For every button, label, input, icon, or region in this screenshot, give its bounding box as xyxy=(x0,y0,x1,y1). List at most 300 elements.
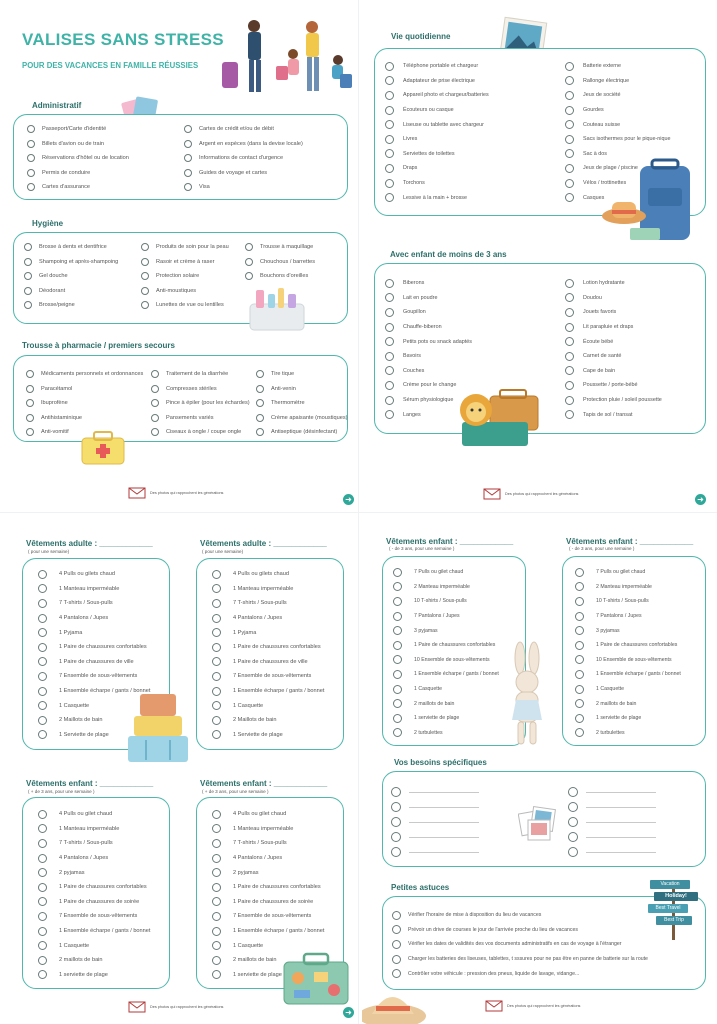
checklist-item[interactable]: Protection solaire xyxy=(141,269,229,284)
checklist-item[interactable]: 1 Ensemble écharpe / gants / bonnet xyxy=(212,924,324,939)
checkbox[interactable] xyxy=(256,399,264,407)
checklist-item[interactable]: Goupillon xyxy=(385,305,472,320)
checkbox[interactable] xyxy=(565,337,574,346)
checklist-item[interactable]: 1 Paire de chaussures confortables xyxy=(575,638,681,653)
checkbox[interactable] xyxy=(212,657,221,666)
checklist-item[interactable]: Traitement de la diarrhée xyxy=(151,367,250,382)
checklist-item[interactable]: 1 Pyjama xyxy=(38,625,150,640)
checklist-item[interactable]: Shampoing et après-shampoing xyxy=(24,255,118,270)
checklist-item[interactable]: Argent en espèces (dans la devise locale) xyxy=(184,137,303,152)
checklist-item[interactable]: Petits pots ou snack adaptés xyxy=(385,334,472,349)
checkbox[interactable] xyxy=(565,149,574,158)
checklist-item[interactable]: Torchons xyxy=(385,176,489,191)
checkbox[interactable] xyxy=(385,179,394,188)
checklist-item[interactable]: Médicaments personnels et ordonnances xyxy=(26,367,143,382)
checklist-item[interactable]: 1 Paire de chaussures confortables xyxy=(212,640,324,655)
checklist-item[interactable]: 2 maillots de bain xyxy=(38,953,150,968)
checklist-item[interactable]: 10 T-shirts / Sous-pulls xyxy=(393,594,499,609)
checklist-item[interactable]: Cartes de crédit et/ou de débit xyxy=(184,122,303,137)
checkbox[interactable] xyxy=(212,854,221,863)
write-in-line[interactable] xyxy=(409,836,479,838)
checkbox[interactable] xyxy=(212,701,221,710)
checkbox[interactable] xyxy=(568,787,578,797)
checklist-item[interactable]: 7 Pulls ou gilet chaud xyxy=(575,565,681,580)
checkbox[interactable] xyxy=(26,399,34,407)
checklist-item[interactable]: Cartes d'assurance xyxy=(27,180,129,195)
checkbox[interactable] xyxy=(565,91,574,100)
checklist-item[interactable]: 1 Paire de chaussures de soirée xyxy=(38,895,150,910)
blank-checklist-item[interactable] xyxy=(568,799,656,814)
checkbox[interactable] xyxy=(575,626,584,635)
checkbox[interactable] xyxy=(141,301,149,309)
checkbox[interactable] xyxy=(141,243,149,251)
checkbox[interactable] xyxy=(212,883,221,892)
checkbox[interactable] xyxy=(38,701,47,710)
checklist-item[interactable]: 7 T-shirts / Sous-pulls xyxy=(38,596,150,611)
checkbox[interactable] xyxy=(212,716,221,725)
checkbox[interactable] xyxy=(391,847,401,857)
checkbox[interactable] xyxy=(385,366,394,375)
checkbox[interactable] xyxy=(391,787,401,797)
checkbox[interactable] xyxy=(565,135,574,144)
checkbox[interactable] xyxy=(212,643,221,652)
checklist-item[interactable]: 1 Casquette xyxy=(212,938,324,953)
checkbox[interactable] xyxy=(212,730,221,739)
checkbox[interactable] xyxy=(212,927,221,936)
checkbox[interactable] xyxy=(565,323,574,332)
checkbox[interactable] xyxy=(245,272,253,280)
checklist-item[interactable]: 1 Serviette de plage xyxy=(212,728,324,743)
checkbox[interactable] xyxy=(565,76,574,85)
checkbox[interactable] xyxy=(184,183,192,191)
checkbox[interactable] xyxy=(568,832,578,842)
checkbox[interactable] xyxy=(184,125,192,133)
checkbox[interactable] xyxy=(575,582,584,591)
checkbox[interactable] xyxy=(24,272,32,280)
checkbox[interactable] xyxy=(565,293,574,302)
checklist-item[interactable]: 2 pyjamas xyxy=(38,865,150,880)
checklist-item[interactable]: 1 Paire de chaussures de ville xyxy=(212,655,324,670)
checklist-item[interactable]: Gourdes xyxy=(565,103,671,118)
checkbox[interactable] xyxy=(385,323,394,332)
checklist-item[interactable]: 7 Pulls ou gilet chaud xyxy=(393,565,499,580)
checklist-item[interactable]: Anti-vomitif xyxy=(26,425,143,440)
checklist-item[interactable]: Jeux de plage / piscine xyxy=(565,161,671,176)
checkbox[interactable] xyxy=(38,883,47,892)
checklist-item[interactable]: Antiseptique (désinfectant) xyxy=(256,425,347,440)
checklist-item[interactable]: Charger les batteries des liseuses, tablettes, t sssures pour ne pas être en panne de batterie sur la route xyxy=(392,952,648,967)
checkbox[interactable] xyxy=(212,672,221,681)
checklist-item[interactable]: Lait en poudre xyxy=(385,291,472,306)
checkbox[interactable] xyxy=(184,140,192,148)
checkbox[interactable] xyxy=(393,612,402,621)
checkbox[interactable] xyxy=(565,366,574,375)
checkbox[interactable] xyxy=(565,179,574,188)
checklist-item[interactable]: 1 Casquette xyxy=(38,698,150,713)
checklist-item[interactable]: 3 pyjamas xyxy=(575,623,681,638)
checklist-item[interactable]: Billets d'avion ou de train xyxy=(27,137,129,152)
checkbox[interactable] xyxy=(24,301,32,309)
checkbox[interactable] xyxy=(385,279,394,288)
checkbox[interactable] xyxy=(575,655,584,664)
blank-checklist-item[interactable] xyxy=(568,844,656,859)
checklist-item[interactable]: 4 Pulls ou gilets chaud xyxy=(38,567,150,582)
checkbox[interactable] xyxy=(26,370,34,378)
checkbox[interactable] xyxy=(392,911,401,920)
checkbox[interactable] xyxy=(184,154,192,162)
checklist-item[interactable]: Téléphone portable et chargeur xyxy=(385,59,489,74)
checklist-item[interactable]: Trousse à maquillage xyxy=(245,240,315,255)
checkbox[interactable] xyxy=(568,802,578,812)
checkbox[interactable] xyxy=(212,570,221,579)
checkbox[interactable] xyxy=(212,584,221,593)
checkbox[interactable] xyxy=(184,169,192,177)
checklist-item[interactable]: 4 Pulls ou gilets chaud xyxy=(212,567,324,582)
checklist-item[interactable]: Couteau suisse xyxy=(565,117,671,132)
checkbox[interactable] xyxy=(212,956,221,965)
checklist-item[interactable]: Crème pour le change xyxy=(385,378,472,393)
checkbox[interactable] xyxy=(392,925,401,934)
checklist-item[interactable]: 2 pyjamas xyxy=(212,865,324,880)
checkbox[interactable] xyxy=(385,352,394,361)
checklist-item[interactable]: 7 T-shirts / Sous-pulls xyxy=(212,836,324,851)
next-page-arrow-icon[interactable]: ➜ xyxy=(343,1007,354,1018)
checklist-item[interactable]: 4 Pantalons / Jupes xyxy=(212,851,324,866)
next-page-arrow-icon[interactable]: ➜ xyxy=(695,494,706,505)
checklist-item[interactable]: 1 Ensemble écharpe / gants / bonnet xyxy=(212,684,324,699)
checklist-item[interactable]: Doudou xyxy=(565,291,662,306)
checkbox[interactable] xyxy=(393,626,402,635)
checkbox[interactable] xyxy=(212,970,221,979)
checkbox[interactable] xyxy=(38,854,47,863)
checkbox[interactable] xyxy=(575,597,584,606)
checklist-item[interactable]: 1 Manteau imperméable xyxy=(38,822,150,837)
checklist-item[interactable]: Lunettes de vue ou lentilles xyxy=(141,298,229,313)
checklist-item[interactable]: Vérifier les dates de validités des vos documents administratifs en cas de voyage à l'étranger xyxy=(392,937,648,952)
checklist-item[interactable]: 1 Manteau imperméable xyxy=(212,582,324,597)
checkbox[interactable] xyxy=(38,730,47,739)
checklist-item[interactable]: 4 Pantalons / Jupes xyxy=(38,851,150,866)
checklist-item[interactable]: 1 Paire de chaussures de ville xyxy=(38,655,150,670)
checkbox[interactable] xyxy=(212,810,221,819)
checkbox[interactable] xyxy=(565,396,574,405)
checkbox[interactable] xyxy=(385,381,394,390)
checklist-item[interactable]: Adaptateur de prise électrique xyxy=(385,74,489,89)
checkbox[interactable] xyxy=(38,824,47,833)
checklist-item[interactable]: 10 Ensemble de sous-vêtements xyxy=(575,653,681,668)
write-in-line[interactable] xyxy=(586,806,656,808)
checkbox[interactable] xyxy=(575,685,584,694)
checklist-item[interactable]: 7 Ensemble de sous-vêtements xyxy=(38,909,150,924)
checklist-item[interactable]: 1 Casquette xyxy=(575,682,681,697)
blank-checklist-item[interactable] xyxy=(568,814,656,829)
checkbox[interactable] xyxy=(385,76,394,85)
checklist-item[interactable]: Liseuse ou tablette avec chargeur xyxy=(385,117,489,132)
checkbox[interactable] xyxy=(38,628,47,637)
checklist-item[interactable]: Appareil photo et chargeur/batteries xyxy=(385,88,489,103)
checkbox[interactable] xyxy=(393,655,402,664)
checklist-item[interactable]: Livres xyxy=(385,132,489,147)
checklist-item[interactable]: 7 Ensemble de sous-vêtements xyxy=(212,909,324,924)
blank-checklist-item[interactable] xyxy=(568,784,656,799)
checkbox[interactable] xyxy=(385,106,394,115)
checklist-item[interactable]: 3 pyjamas xyxy=(393,623,499,638)
checkbox[interactable] xyxy=(385,293,394,302)
checkbox[interactable] xyxy=(27,169,35,177)
checklist-item[interactable]: Vérifier l'horaire de mise à disposition du lieu de vacances xyxy=(392,908,648,923)
write-in-line[interactable] xyxy=(586,821,656,823)
checkbox[interactable] xyxy=(26,385,34,393)
checklist-item[interactable]: 7 T-shirts / Sous-pulls xyxy=(38,836,150,851)
checkbox[interactable] xyxy=(212,824,221,833)
checklist-item[interactable]: 2 turbulettes xyxy=(575,726,681,741)
checkbox[interactable] xyxy=(568,847,578,857)
checkbox[interactable] xyxy=(212,687,221,696)
checkbox[interactable] xyxy=(245,243,253,251)
checklist-item[interactable]: Chauffe-biberon xyxy=(385,320,472,335)
checklist-item[interactable]: Lotion hydratante xyxy=(565,276,662,291)
checklist-item[interactable]: Écoute bébé xyxy=(565,334,662,349)
checklist-item[interactable]: 1 Paire de chaussures confortables xyxy=(212,880,324,895)
checklist-item[interactable]: Contrôler votre véhicule : pression des pneus, liquide de lavage, vidange... xyxy=(392,966,648,981)
checkbox[interactable] xyxy=(385,164,394,173)
checkbox[interactable] xyxy=(393,641,402,650)
checklist-item[interactable]: 1 serviette de plage xyxy=(38,968,150,983)
checklist-item[interactable]: Visa xyxy=(184,180,303,195)
checklist-item[interactable]: Rallonge électrique xyxy=(565,74,671,89)
checkbox[interactable] xyxy=(212,868,221,877)
checkbox[interactable] xyxy=(245,258,253,266)
checkbox[interactable] xyxy=(565,352,574,361)
checklist-item[interactable]: 2 maillots de bain xyxy=(393,696,499,711)
checklist-item[interactable]: Paracétamol xyxy=(26,382,143,397)
checkbox[interactable] xyxy=(27,154,35,162)
checklist-item[interactable]: Sérum physiologique xyxy=(385,393,472,408)
checkbox[interactable] xyxy=(385,91,394,100)
checkbox[interactable] xyxy=(24,258,32,266)
checkbox[interactable] xyxy=(38,868,47,877)
checklist-item[interactable]: 2 maillots de bain xyxy=(575,696,681,711)
checkbox[interactable] xyxy=(38,599,47,608)
blank-checklist-item[interactable] xyxy=(568,829,656,844)
checklist-item[interactable]: Anti-moustiques xyxy=(141,284,229,299)
checklist-item[interactable]: 4 Pulls ou gilet chaud xyxy=(212,807,324,822)
checkbox[interactable] xyxy=(391,832,401,842)
checkbox[interactable] xyxy=(27,140,35,148)
checklist-item[interactable]: Gel douche xyxy=(24,269,118,284)
checkbox[interactable] xyxy=(565,106,574,115)
checkbox[interactable] xyxy=(385,193,394,202)
checklist-item[interactable]: Guides de voyage et cartes xyxy=(184,166,303,181)
checkbox[interactable] xyxy=(385,308,394,317)
checkbox[interactable] xyxy=(38,927,47,936)
checklist-item[interactable]: 1 Manteau imperméable xyxy=(38,582,150,597)
checklist-item[interactable]: 1 Paire de chaussures de soirée xyxy=(212,895,324,910)
checkbox[interactable] xyxy=(393,728,402,737)
checklist-item[interactable]: 1 Casquette xyxy=(212,698,324,713)
checklist-item[interactable]: Brosse/peigne xyxy=(24,298,118,313)
checklist-item[interactable]: Lessive à la main + brosse xyxy=(385,190,489,205)
checkbox[interactable] xyxy=(212,599,221,608)
checklist-item[interactable]: Batterie externe xyxy=(565,59,671,74)
checkbox[interactable] xyxy=(38,941,47,950)
checkbox[interactable] xyxy=(391,802,401,812)
checkbox[interactable] xyxy=(27,125,35,133)
checklist-item[interactable]: Jeux de société xyxy=(565,88,671,103)
blank-checklist-item[interactable] xyxy=(391,799,479,814)
checkbox[interactable] xyxy=(38,956,47,965)
checklist-item[interactable]: 4 Pulls ou gilet chaud xyxy=(38,807,150,822)
checkbox[interactable] xyxy=(393,699,402,708)
checkbox[interactable] xyxy=(38,687,47,696)
checklist-item[interactable]: Cape de bain xyxy=(565,364,662,379)
checkbox[interactable] xyxy=(391,817,401,827)
checkbox[interactable] xyxy=(393,685,402,694)
checklist-item[interactable]: Couches xyxy=(385,364,472,379)
checklist-item[interactable]: Thermomètre xyxy=(256,396,347,411)
checklist-item[interactable]: Pansements variés xyxy=(151,411,250,426)
checkbox[interactable] xyxy=(151,414,159,422)
next-page-arrow-icon[interactable]: ➜ xyxy=(343,494,354,505)
checklist-item[interactable]: 1 Ensemble écharpe / gants / bonnet xyxy=(575,667,681,682)
checklist-item[interactable]: 2 Maillots de bain xyxy=(38,713,150,728)
checkbox[interactable] xyxy=(27,183,35,191)
checkbox[interactable] xyxy=(212,614,221,623)
checkbox[interactable] xyxy=(575,714,584,723)
checkbox[interactable] xyxy=(38,643,47,652)
checklist-item[interactable]: Tire tique xyxy=(256,367,347,382)
write-in-line[interactable] xyxy=(409,791,479,793)
checklist-item[interactable]: Bouchons d'oreilles xyxy=(245,269,315,284)
checklist-item[interactable]: 1 serviette de plage xyxy=(212,968,324,983)
checkbox[interactable] xyxy=(385,396,394,405)
checkbox[interactable] xyxy=(385,337,394,346)
checkbox[interactable] xyxy=(38,810,47,819)
checklist-item[interactable]: 10 Ensemble de sous-vêtements xyxy=(393,653,499,668)
checkbox[interactable] xyxy=(565,410,574,419)
checkbox[interactable] xyxy=(151,399,159,407)
checkbox[interactable] xyxy=(38,897,47,906)
checkbox[interactable] xyxy=(568,817,578,827)
checkbox[interactable] xyxy=(256,414,264,422)
blank-checklist-item[interactable] xyxy=(391,814,479,829)
checkbox[interactable] xyxy=(38,716,47,725)
checklist-item[interactable]: 1 Ensemble écharpe / gants / bonnet xyxy=(38,684,150,699)
checkbox[interactable] xyxy=(38,657,47,666)
checkbox[interactable] xyxy=(393,582,402,591)
checkbox[interactable] xyxy=(256,428,264,436)
checklist-item[interactable]: Protection pluie / soleil poussette xyxy=(565,393,662,408)
checklist-item[interactable]: Permis de conduire xyxy=(27,166,129,181)
checkbox[interactable] xyxy=(565,193,574,202)
checkbox[interactable] xyxy=(26,428,34,436)
checkbox[interactable] xyxy=(575,670,584,679)
checklist-item[interactable]: Écouteurs ou casque xyxy=(385,103,489,118)
checkbox[interactable] xyxy=(392,940,401,949)
checkbox[interactable] xyxy=(38,839,47,848)
checklist-item[interactable]: Carnet de santé xyxy=(565,349,662,364)
checkbox[interactable] xyxy=(151,428,159,436)
checkbox[interactable] xyxy=(38,672,47,681)
checklist-item[interactable]: 2 Manteau imperméable xyxy=(393,580,499,595)
checkbox[interactable] xyxy=(565,381,574,390)
checkbox[interactable] xyxy=(565,279,574,288)
checklist-item[interactable]: 2 maillots de bain xyxy=(212,953,324,968)
checklist-item[interactable]: 7 Pantalons / Jupes xyxy=(575,609,681,624)
checkbox[interactable] xyxy=(141,287,149,295)
checkbox[interactable] xyxy=(385,120,394,129)
checkbox[interactable] xyxy=(212,839,221,848)
checkbox[interactable] xyxy=(151,385,159,393)
checklist-item[interactable]: 1 Ensemble écharpe / gants / bonnet xyxy=(393,667,499,682)
checkbox[interactable] xyxy=(385,135,394,144)
checkbox[interactable] xyxy=(393,597,402,606)
checklist-item[interactable]: Sacs isothermes pour le pique-nique xyxy=(565,132,671,147)
checklist-item[interactable]: Informations de contact d'urgence xyxy=(184,151,303,166)
checklist-item[interactable]: 4 Pantalons / Jupes xyxy=(212,611,324,626)
write-in-line[interactable] xyxy=(586,851,656,853)
checklist-item[interactable]: Brosse à dents et dentifrice xyxy=(24,240,118,255)
checkbox[interactable] xyxy=(38,614,47,623)
checklist-item[interactable]: Ibuprofène xyxy=(26,396,143,411)
write-in-line[interactable] xyxy=(586,791,656,793)
checkbox[interactable] xyxy=(24,243,32,251)
checkbox[interactable] xyxy=(212,628,221,637)
checklist-item[interactable]: 7 T-shirts / Sous-pulls xyxy=(212,596,324,611)
checklist-item[interactable]: 1 Serviette de plage xyxy=(38,728,150,743)
checkbox[interactable] xyxy=(141,272,149,280)
write-in-line[interactable] xyxy=(409,821,479,823)
checklist-item[interactable]: Jouets favoris xyxy=(565,305,662,320)
checklist-item[interactable]: 1 Paire de chaussures confortables xyxy=(393,638,499,653)
checkbox[interactable] xyxy=(385,410,394,419)
checkbox[interactable] xyxy=(393,714,402,723)
checklist-item[interactable]: Déodorant xyxy=(24,284,118,299)
checklist-item[interactable]: Compresses stériles xyxy=(151,382,250,397)
blank-checklist-item[interactable] xyxy=(391,844,479,859)
checklist-item[interactable]: 1 serviette de plage xyxy=(575,711,681,726)
blank-checklist-item[interactable] xyxy=(391,784,479,799)
checklist-item[interactable]: 2 turbulettes xyxy=(393,726,499,741)
checklist-item[interactable]: Draps xyxy=(385,161,489,176)
checklist-item[interactable]: 7 Pantalons / Jupes xyxy=(393,609,499,624)
checkbox[interactable] xyxy=(393,568,402,577)
checklist-item[interactable]: Langes xyxy=(385,407,472,422)
checklist-item[interactable]: 10 T-shirts / Sous-pulls xyxy=(575,594,681,609)
checklist-item[interactable]: Prévoir un drive de courses le jour de l'arrivée proche du lieu de vacances xyxy=(392,923,648,938)
checkbox[interactable] xyxy=(24,287,32,295)
checklist-item[interactable]: Produits de soin pour la peau xyxy=(141,240,229,255)
checkbox[interactable] xyxy=(38,570,47,579)
checkbox[interactable] xyxy=(212,897,221,906)
checklist-item[interactable]: Anti-venin xyxy=(256,382,347,397)
checklist-item[interactable]: Pince à épiler (pour les échardes) xyxy=(151,396,250,411)
checkbox[interactable] xyxy=(565,164,574,173)
checkbox[interactable] xyxy=(575,641,584,650)
checklist-item[interactable]: 4 Pantalons / Jupes xyxy=(38,611,150,626)
checklist-item[interactable]: 2 Maillots de bain xyxy=(212,713,324,728)
checkbox[interactable] xyxy=(38,970,47,979)
checkbox[interactable] xyxy=(385,62,394,71)
checklist-item[interactable]: 1 Paire de chaussures confortables xyxy=(38,880,150,895)
checklist-item[interactable]: 2 Manteau imperméable xyxy=(575,580,681,595)
checklist-item[interactable]: Tapis de sol / transat xyxy=(565,407,662,422)
checkbox[interactable] xyxy=(256,385,264,393)
checklist-item[interactable]: Ciseaux à ongle / coupe ongle xyxy=(151,425,250,440)
checkbox[interactable] xyxy=(565,308,574,317)
write-in-line[interactable] xyxy=(409,851,479,853)
checklist-item[interactable]: 1 Casquette xyxy=(393,682,499,697)
